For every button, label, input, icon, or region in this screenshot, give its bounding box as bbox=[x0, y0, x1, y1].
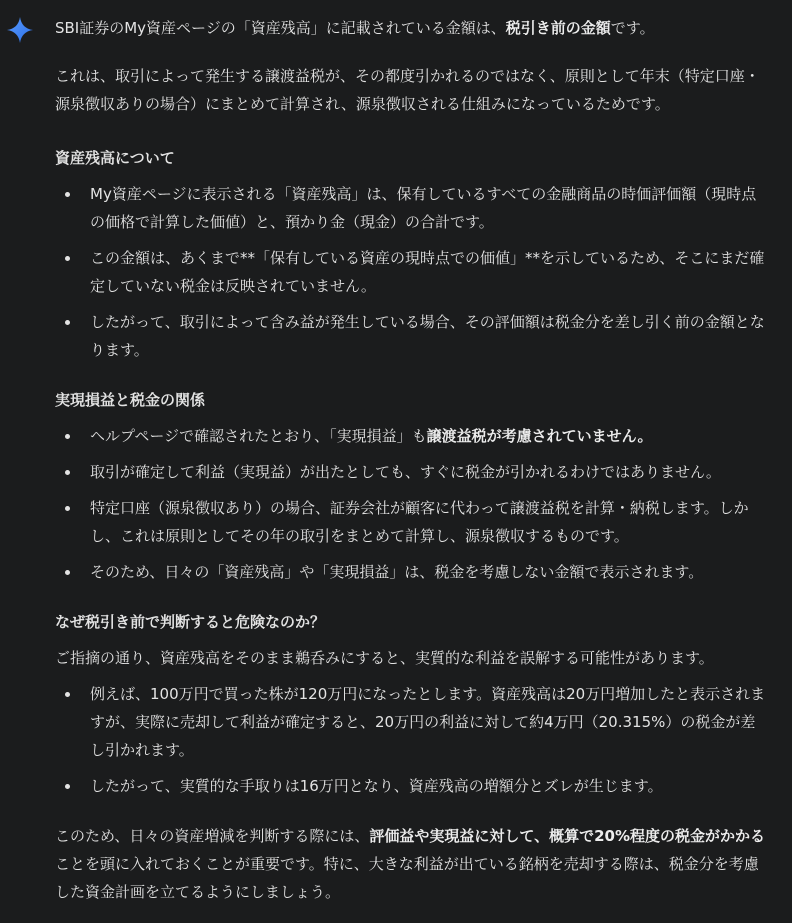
bullet-list bbox=[55, 422, 767, 586]
list-item-text: ヘルプページで確認されたとおり、「実現損益」も bbox=[90, 427, 427, 445]
section-heading: なぜ税引き前で判断すると危険なのか？ bbox=[55, 613, 326, 631]
list-item: この金額は、あくまで**「保有している資産の現時点での価値」**を示しているため、そこにまだ確定していない税金は反映されていません。 bbox=[55, 244, 767, 300]
list-item-emphasis: 譲渡益税が考慮されていません。 bbox=[426, 427, 653, 445]
section-realized-gains bbox=[55, 386, 767, 586]
section-lead: ご指摘の通り、資産残高をそのまま鵜呑みにすると、実質的な利益を誤解する可能性があります。 bbox=[55, 649, 714, 667]
intro-paragraph-1 bbox=[55, 14, 767, 42]
list-item: そのため、日々の「資産残高」や「実現損益」は、税金を考慮しない金額で表示されます。 bbox=[55, 558, 767, 586]
bullet-list bbox=[55, 180, 767, 364]
list-item: 例えば、100万円で買った株が120万円になったとします。資産残高は20万円増加したと表示されますが、実際に売却して利益が確定すると、20万円の利益に対して約4万円（20.315%）の税金が差し引かれます。 bbox=[55, 680, 767, 764]
intro-paragraph-2: これは、取引によって発生する譲渡益税が、その都度引かれるのではなく、原則として年末（特定口座・源泉徴収ありの場合）にまとめて計算され、源泉徴収される仕組みになっているためです。 bbox=[55, 67, 760, 113]
assistant-response bbox=[55, 14, 767, 906]
intro-text: SBI証券のMy資産ページの「資産残高」に記載されている金額は、 bbox=[55, 19, 506, 37]
section-heading: 資産残高について bbox=[55, 149, 175, 167]
closing-emphasis: 評価益や実現益に対して、概算で20%程度の税金がかかる bbox=[369, 827, 766, 845]
section-asset-balance bbox=[55, 144, 767, 364]
section-heading: 実現損益と税金の関係 bbox=[55, 391, 206, 409]
list-item: My資産ページに表示される「資産残高」は、保有しているすべての金融商品の時価評価額（現時点の価格で計算した価値）と、預かり金（現金）の合計です。 bbox=[55, 180, 767, 236]
closing-text-end: ことを頭に入れておくことが重要です。特に、大きな利益が出ている銘柄を売却する際は、税金分を考慮した資金計画を立てるようにしましょう。 bbox=[55, 855, 759, 901]
section-pretax-risk bbox=[55, 608, 767, 800]
list-item: 特定口座（源泉徴収あり）の場合、証券会社が顧客に代わって譲渡益税を計算・納税します。しかし、これは原則としてその年の取引をまとめて計算し、源泉徴収するものです。 bbox=[55, 494, 767, 550]
closing-paragraph bbox=[55, 822, 767, 906]
bullet-list bbox=[55, 680, 767, 800]
list-item bbox=[55, 422, 767, 450]
intro-emphasis: 税引き前の金額 bbox=[505, 19, 611, 37]
intro-text-end: です。 bbox=[610, 19, 655, 37]
list-item: したがって、実質的な手取りは16万円となり、資産残高の増額分とズレが生じます。 bbox=[55, 772, 767, 800]
list-item: 取引が確定して利益（実現益）が出たとしても、すぐに税金が引かれるわけではありません。 bbox=[55, 458, 767, 486]
list-item: したがって、取引によって含み益が発生している場合、その評価額は税金分を差し引く前の金額となります。 bbox=[55, 308, 767, 364]
gemini-sparkle-icon bbox=[6, 16, 34, 44]
closing-text: このため、日々の資産増減を判断する際には、 bbox=[55, 827, 370, 845]
